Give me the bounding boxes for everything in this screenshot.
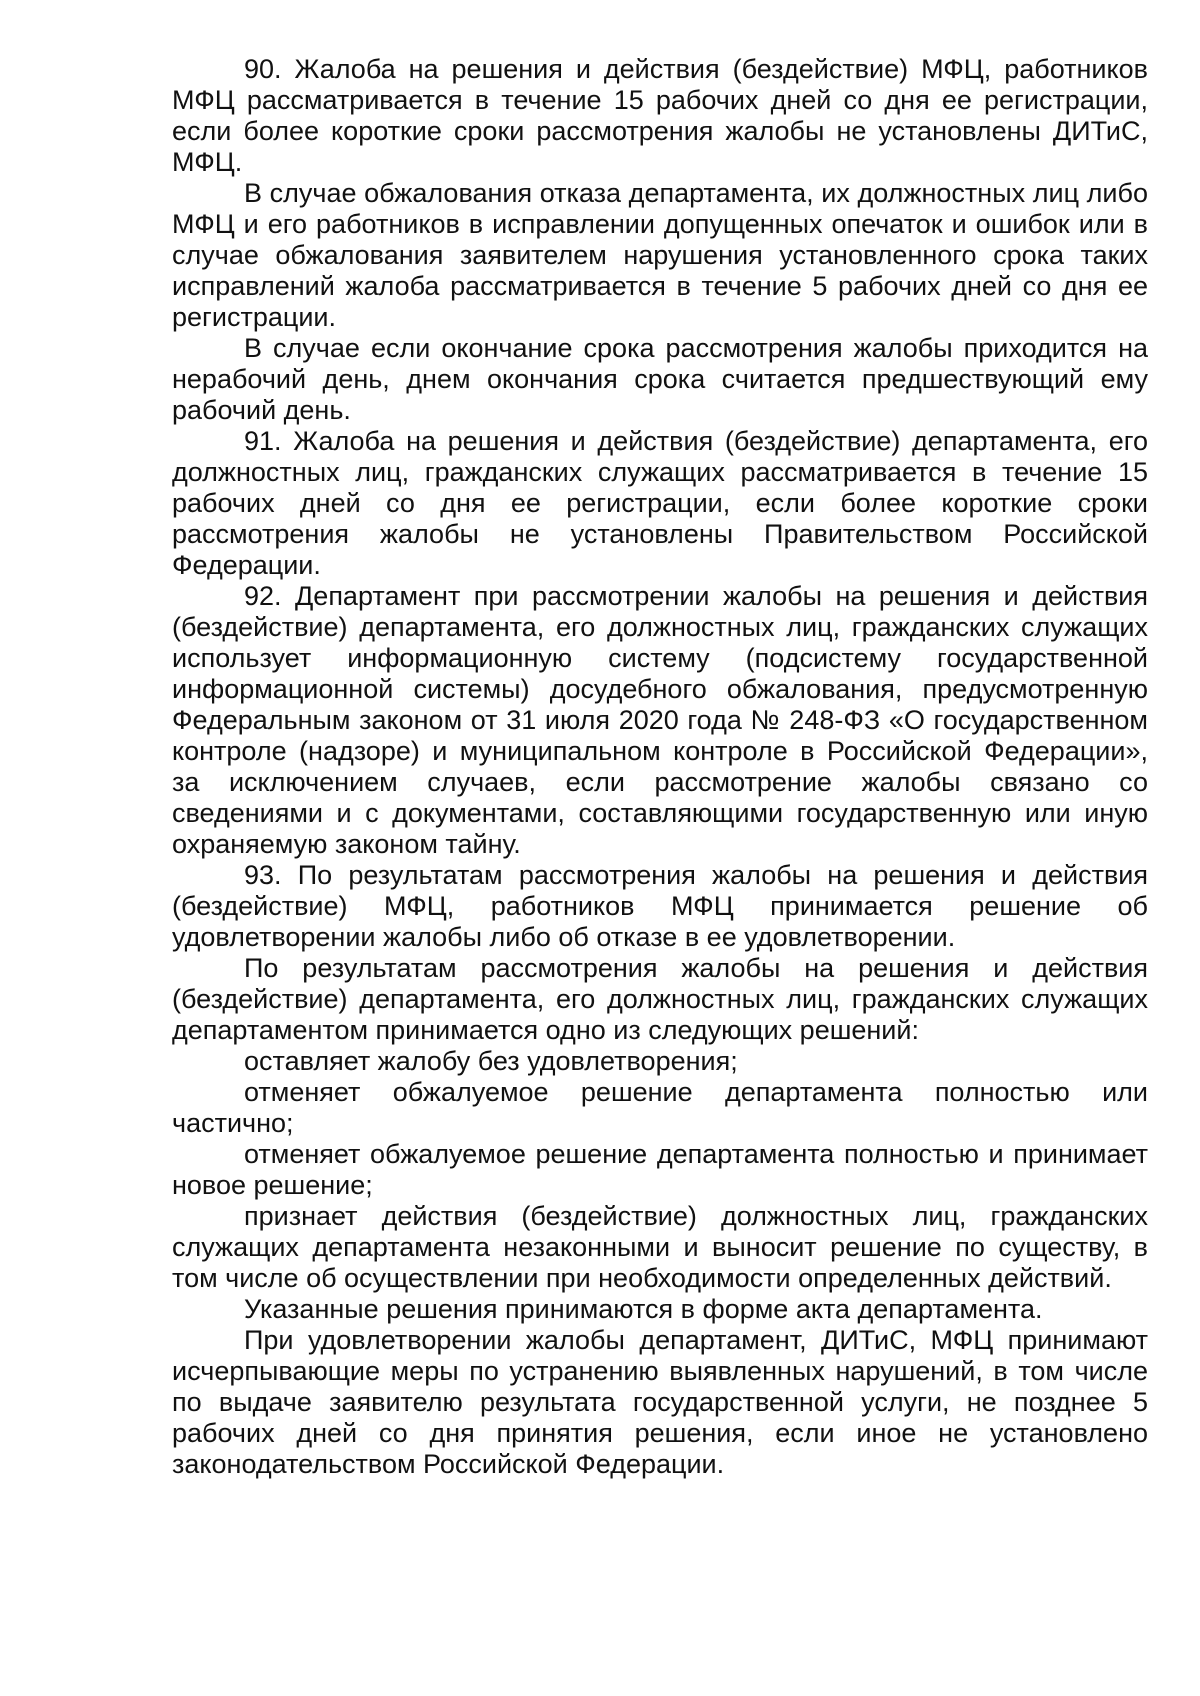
decision-leave-without-satisfaction: оставляет жалобу без удовлетворения; [244,1046,738,1076]
paragraph-90: 90. Жалоба на решения и действия (бездействие) МФЦ, работников МФЦ рассматривается в течение 15 рабочих дней со дня ее регистрации, если более короткие сроки рассмотрения жалобы не установлены ДИТиС, МФЦ. [172,54,1148,177]
paragraph-91: 91. Жалоба на решения и действия (бездействие) департамента, его должностных лиц, гражданских служащих рассматривается в течение 15 рабочих дней со дня ее регистрации, если более короткие сроки рассмотрения жалобы не установлены Правительством Российской Федерации. [172,426,1148,580]
decision-cancel-and-new-decision: отменяет обжалуемое решение департамента полностью и принимает новое решение; [172,1139,1148,1200]
decision-recognize-actions-unlawful: признает действия (бездействие) должностных лиц, гражданских служащих департамента незаконными и выносит решение по существу, в том числе об осуществлении при необходимости определенных действий. [172,1201,1148,1293]
document-page [172,54,1148,1480]
paragraph-92: 92. Департамент при рассмотрении жалобы на решения и действия (бездействие) департамента, его должностных лиц, гражданских служащих использует информационную систему (подсистему государственной информационной системы) досудебного обжалования, предусмотренную Федеральным законом от 31 июля 2020 года № 248-ФЗ «О государственном контроле (надзоре) и муниципальном контроле в Российской Федерации», за исключением случаев, если рассмотрение жалобы связано со сведениями и с документами, составляющими государственную или иную охраняемую законом тайну. [172,581,1148,859]
decision-cancel-fully-or-partially: отменяет обжалуемое решение департамента полностью или частично; [172,1077,1148,1138]
paragraph-90-correction-errors: В случае обжалования отказа департамента, их должностных лиц либо МФЦ и его работников в исправлении допущенных опечаток и ошибок или в случае обжалования заявителем нарушения установленного срока таких исправлений жалоба рассматривается в течение 5 рабочих дней со дня ее регистрации. [172,178,1148,332]
paragraph-90-non-working-day: В случае если окончание срока рассмотрения жалобы приходится на нерабочий день, днем окончания срока считается предшествующий ему рабочий день. [172,333,1148,425]
paragraph-remedy-measures: При удовлетворении жалобы департамент, ДИТиС, МФЦ принимают исчерпывающие меры по устранению выявленных нарушений, в том числе по выдаче заявителю результата государственной услуги, не позднее 5 рабочих дней со дня принятия решения, если иное не установлено законодательством Российской Федерации. [172,1325,1148,1479]
paragraph-93: 93. По результатам рассмотрения жалобы на решения и действия (бездействие) МФЦ, работников МФЦ принимается решение об удовлетворении жалобы либо об отказе в ее удовлетворении. [172,860,1148,952]
decisions-form-note: Указанные решения принимаются в форме акта департамента. [244,1294,1043,1324]
paragraph-93-department-decisions: По результатам рассмотрения жалобы на решения и действия (бездействие) департамента, его должностных лиц, гражданских служащих департаментом принимается одно из следующих решений: [172,953,1148,1045]
